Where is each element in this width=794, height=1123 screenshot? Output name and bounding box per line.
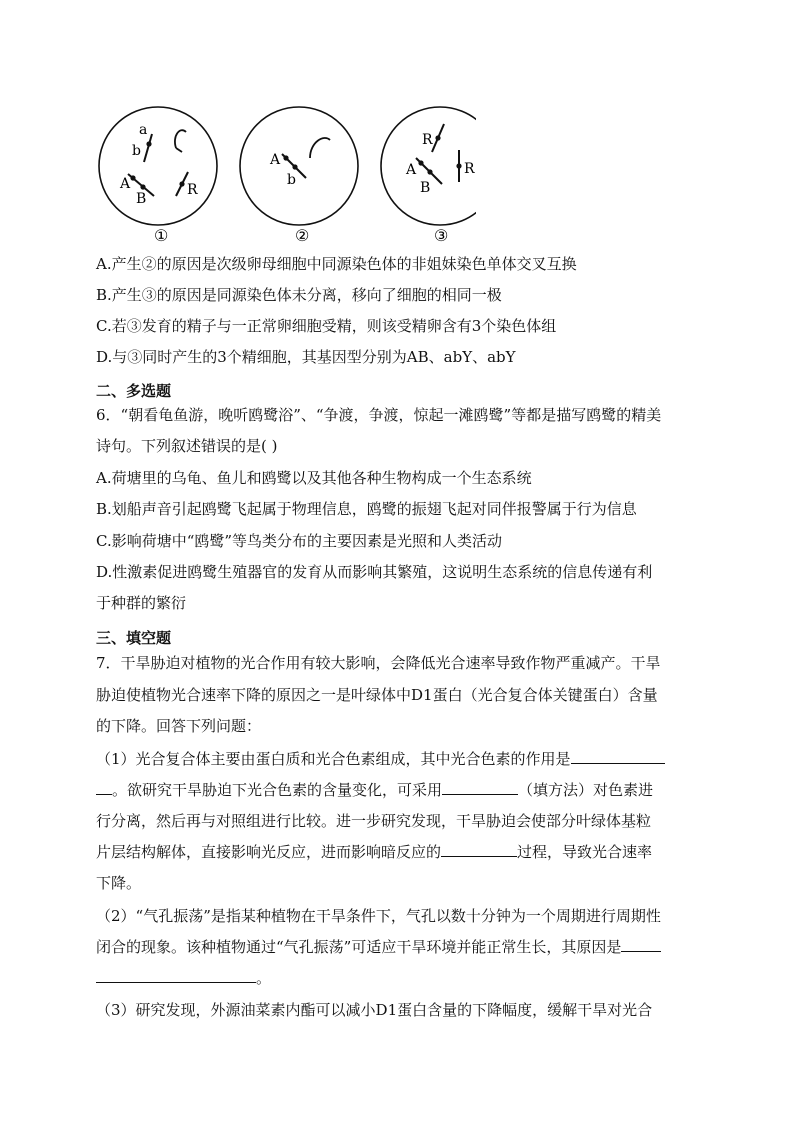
q7-part2-line-2: 闭合的现象。该种植物通过“气孔振荡”可适应干旱环境并能正常生长，其原因是 — [96, 937, 706, 957]
q7-part1-line-3: 行分离，然后再与对照组进行比较。进一步研究发现，干旱胁迫会使部分叶绿体基粒 — [96, 812, 652, 830]
section-heading-multi-choice: 二、多选题 — [96, 382, 172, 400]
answer-blank-1-continued[interactable] — [96, 780, 112, 795]
q5-option-a: A.产生②的原因是次级卵母细胞中同源染色体的非姐妹染色单体交叉互换 — [96, 255, 577, 273]
cell-3 — [381, 107, 476, 245]
svg-text:A: A — [120, 176, 131, 192]
q6-option-a: A.荷塘里的乌龟、鱼儿和鸥鹭以及其他各种生物构成一个生态系统 — [96, 469, 532, 487]
answer-blank-2[interactable] — [442, 780, 518, 795]
svg-text:R: R — [187, 182, 198, 198]
q6-option-d: D.性激素促进鸥鹭生殖器官的发育从而影响其繁殖，这说明生态系统的信息传递有利 — [96, 563, 653, 581]
answer-blank-4[interactable] — [621, 937, 661, 952]
q6-option-b: B.划船声音引起鸥鹭飞起属于物理信息，鸥鹭的振翅飞起对同伴报警属于行为信息 — [96, 500, 637, 518]
q7-part2-line-3: 。 — [96, 968, 706, 988]
svg-text:b: b — [287, 172, 296, 188]
svg-text:A: A — [406, 162, 417, 178]
q5-option-b: B.产生③的原因是同源染色体未分离，移向了细胞的相同一极 — [96, 286, 502, 304]
svg-text:B: B — [420, 180, 431, 196]
answer-blank-3[interactable] — [441, 842, 517, 857]
svg-text:B: B — [136, 191, 147, 207]
svg-text:a: a — [139, 122, 148, 138]
cell-2 — [240, 107, 358, 245]
q7-part1-line-5: 下降。 — [96, 874, 142, 892]
svg-text:A: A — [270, 152, 281, 168]
q6-option-d-continued: 于种群的繁衍 — [96, 594, 187, 612]
svg-text:b: b — [132, 143, 141, 159]
q6-option-c: C.影响荷塘中“鸥鹭”等鸟类分布的主要因素是光照和人类活动 — [96, 532, 503, 550]
section-heading-fill-in: 三、填空题 — [96, 629, 172, 647]
q7-part1-line-1: （1）光合复合体主要由蛋白质和光合色素组成，其中光合色素的作用是 — [96, 749, 706, 769]
cell-1 — [99, 107, 217, 245]
q7-stem-line-2: 胁迫使植物光合速率下降的原因之一是叶绿体中D1蛋白（光合复合体关键蛋白）含量 — [96, 686, 658, 704]
q7-part3-line-1: （3）研究发现，外源油菜素内酯可以减小D1蛋白含量的下降幅度，缓解干旱对光合 — [96, 1001, 653, 1019]
svg-text:②: ② — [295, 226, 310, 245]
q6-stem-line-1: 6．“朝看龟鱼游，晚听鸥鹭浴”、“争渡，争渡，惊起一滩鸥鹭”等都是描写鸥鹭的精美 — [96, 406, 662, 424]
q7-stem-line-3: 的下降。回答下列问题： — [96, 717, 262, 735]
chromosome-figure — [96, 100, 476, 248]
answer-blank-1[interactable] — [571, 749, 665, 764]
svg-text:R: R — [422, 132, 433, 148]
svg-text:R: R — [464, 161, 475, 177]
q7-part1-line-2: 。欲研究干旱胁迫下光合色素的含量变化，可采用 （填方法）对色素进 — [96, 780, 706, 800]
q7-part1-line-4: 片层结构解体，直接影响光反应，进而影响暗反应的 过程，导致光合速率 — [96, 843, 653, 861]
q5-option-d: D.与③同时产生的3个精细胞，其基因型分别为AB、abY、abY — [96, 348, 516, 366]
svg-text:③: ③ — [434, 226, 449, 245]
q7-stem-line-1: 7．干旱胁迫对植物的光合作用有较大影响，会降低光合速率导致作物严重减产。干旱 — [96, 654, 661, 672]
svg-text:①: ① — [154, 226, 169, 245]
q6-stem-line-2: 诗句。下列叙述错误的是( ) — [96, 437, 278, 455]
q5-option-c: C.若③发育的精子与一正常卵细胞受精，则该受精卵含有3个染色体组 — [96, 317, 557, 335]
q7-part2-line-1: （2）“气孔振荡”是指某种植物在干旱条件下，气孔以数十分钟为一个周期进行周期性 — [96, 907, 661, 925]
answer-blank-4-continued[interactable] — [96, 968, 256, 983]
